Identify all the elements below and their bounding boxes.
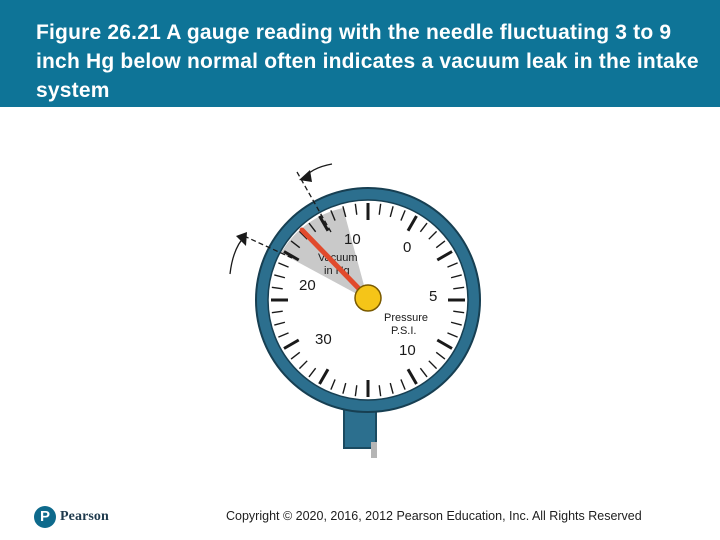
lower-arrow-head <box>236 232 247 246</box>
slide-title: Figure 26.21 A gauge reading with the needle fluctuating 3 to 9 inch Hg below normal often indicates a vacuum leak in the intake system <box>36 21 699 102</box>
vacuum-label-10: 10 <box>344 231 361 248</box>
pressure-label-0: 0 <box>403 239 412 256</box>
pressure-label-5: 5 <box>429 288 438 305</box>
pearson-logo-mark: P <box>34 506 56 528</box>
needle-hub <box>355 285 381 311</box>
vacuum-unit-label: in Hg <box>324 265 350 277</box>
vacuum-label-20: 20 <box>299 277 316 294</box>
pearson-logo <box>34 503 109 531</box>
pressure-label-10: 10 <box>399 342 416 359</box>
pressure-unit-label: P.S.I. <box>391 325 417 337</box>
vacuum-gauge-illustration <box>200 150 520 470</box>
title-banner <box>0 0 720 107</box>
vacuum-label-30: 30 <box>315 331 332 348</box>
upper-arrow-head <box>299 170 312 182</box>
vacuum-label: Vacuum <box>318 252 358 264</box>
pearson-logo-text: Pearson <box>60 509 109 524</box>
copyright-notice: Copyright © 2020, 2016, 2012 Pearson Education, Inc. All Rights Reserved <box>226 509 642 523</box>
pressure-label: Pressure <box>384 312 429 324</box>
gauge-fitting <box>371 442 377 458</box>
vacuum-gauge-figure <box>200 150 520 470</box>
